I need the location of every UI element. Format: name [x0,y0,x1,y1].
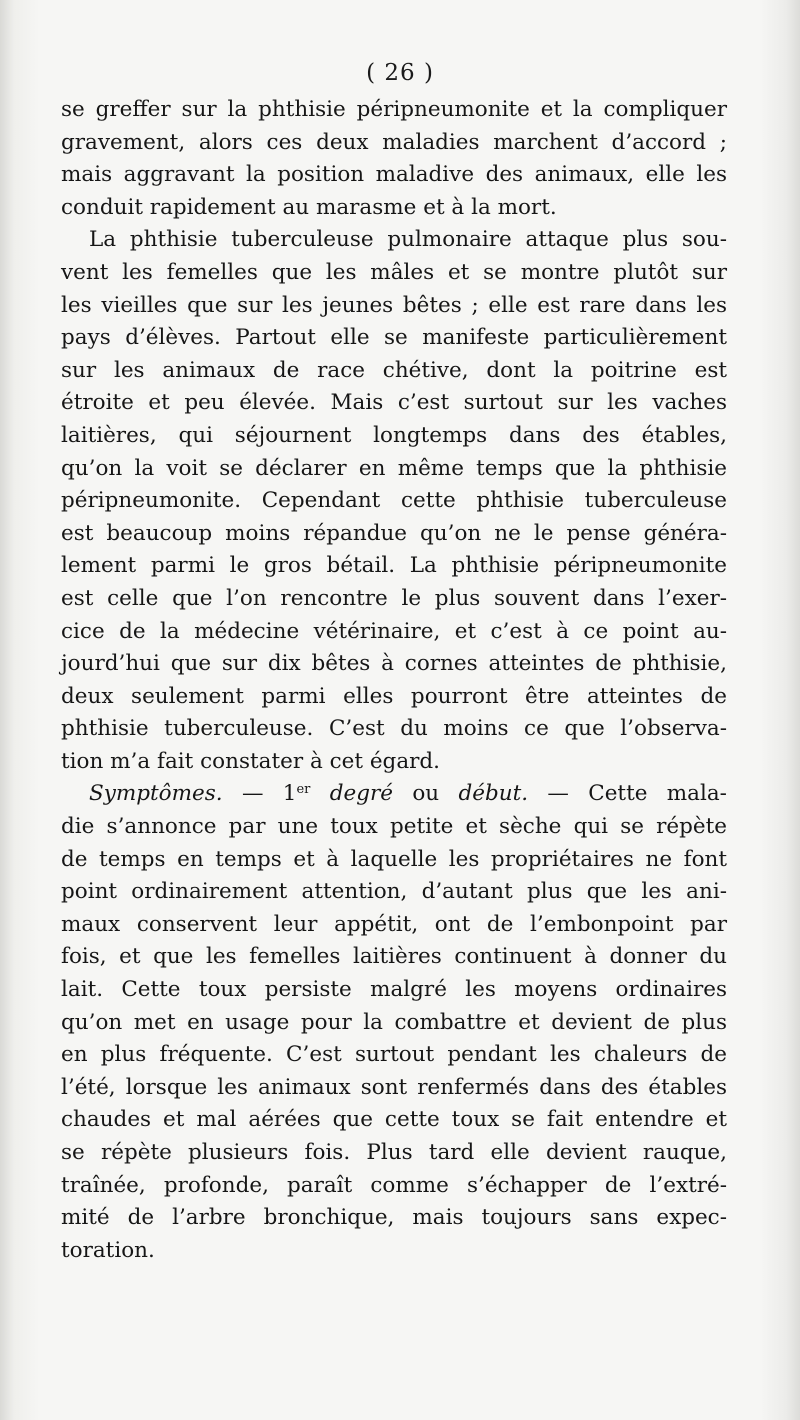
text-line: qu’on la voit se déclarer en même temps que la phthisie [61,455,727,481]
text-line: se greffer sur la phthisie péripneumonite et la compliquer [61,97,727,122]
text-line: laitières, qui séjournent longtemps dans des étables, [61,422,727,448]
text-line: étroite et peu élevée. Mais c’est surtout sur les vaches [61,390,727,416]
text-line: fois, et que les femelles laitières continuent à donner du [61,944,727,970]
text-line: conduit rapidement au marasme et à la mort. [61,194,557,220]
text-line: traînée, profonde, paraît comme s’échapper de l’extré- [61,1172,727,1198]
em-dash: — [241,781,264,807]
text-line: mais aggravant la position maladive des animaux, elle les [61,162,727,188]
text-line: lait. Cette toux persiste malgré les moyens ordinaires [61,977,727,1003]
text-line: lement parmi le gros bétail. La phthisie péripneumonite [61,553,727,579]
ordinal: 1 [282,781,297,807]
or-word: ou [412,781,440,807]
text-line: tion m’a fait constater à cet égard. [61,748,441,774]
text-line: mité de l’arbre bronchique, mais toujours sans expec- [61,1205,727,1231]
text-line: qu’on met en usage pour la combattre et devient de plus [61,1009,727,1035]
text-line: jourd’hui que sur dix bêtes à cornes atteintes de phthisie, [61,651,727,677]
text-line: pays d’élèves. Partout elle se manifeste particulièrement [61,325,727,351]
text-line: point ordinairement attention, d’autant plus que les ani- [61,879,727,905]
debut-word: début. [458,781,529,807]
text-line: phthisie tuberculeuse. C’est du moins ce que l’observa- [61,716,727,742]
text-line: est beaucoup moins répandue qu’on ne le pense généra- [61,520,727,546]
text-line: péripneumonite. Cependant cette phthisie tuberculeuse [61,488,727,514]
symptoms-heading: Symptômes. [89,781,223,807]
em-dash: — [547,781,569,807]
text-line: sur les animaux de race chétive, dont la poitrine est [61,357,727,383]
text-line: vent les femelles que les mâles et se montre plutôt sur [61,259,727,285]
text-line: en plus fréquente. C’est surtout pendant les chaleurs de [61,1042,727,1068]
text-line: La phthisie tuberculeuse pulmonaire attaque plus sou- [89,227,727,253]
body-text [61,94,727,1267]
text-line: les vieilles que sur les jeunes bêtes ; elle est rare dans les [61,292,727,318]
text-line: deux seulement parmi elles pourront être atteintes de [61,683,727,709]
text-line: die s’annonce par une toux petite et sèche qui se répète [61,814,727,840]
text-line: maux conservent leur appétit, ont de l’embonpoint par [61,911,727,937]
text-line: l’été, lorsque les animaux sont renfermés dans des étables [61,1074,727,1100]
text-line: toration. [61,1237,155,1263]
text-line: gravement, alors ces deux maladies marchent d’accord ; [61,129,727,155]
text-line: cice de la médecine vétérinaire, et c’est à ce point au- [61,618,727,644]
degree-word: degré [329,781,393,807]
text-line: chaudes et mal aérées que cette toux se fait entendre et [61,1107,727,1133]
ordinal-suffix: er [296,782,311,798]
text-line: de temps en temps et à laquelle les propriétaires ne font [61,846,727,872]
text-line: est celle que l’on rencontre le plus souvent dans l’exer- [61,585,727,611]
symptoms-line-rest: Cette mala- [588,781,727,807]
page-number: ( 26 ) [366,60,434,86]
text-line: se répète plusieurs fois. Plus tard elle devient rauque, [61,1140,727,1165]
symptoms-line [61,778,727,811]
